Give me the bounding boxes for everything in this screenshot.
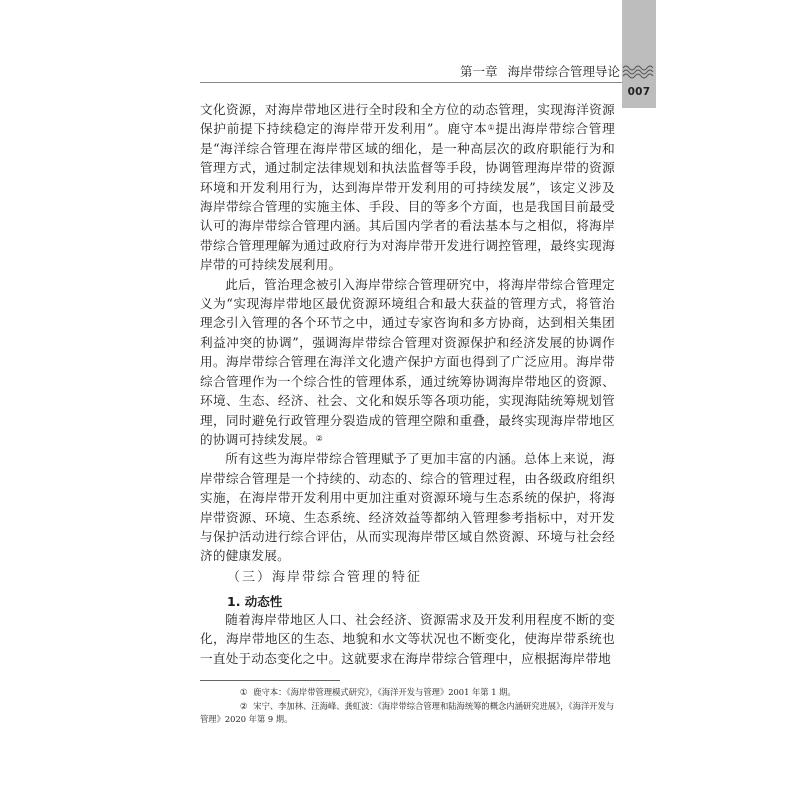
footnote-2 (200, 700, 615, 727)
paragraph-2 (200, 275, 615, 450)
footnote-mark: ② (239, 700, 248, 711)
section-heading: （三）海岸带综合管理的特征 (227, 570, 423, 585)
footnote-ref-1[interactable]: ① (487, 123, 496, 133)
footnote-text: 宋宁、李加林、汪海峰、龚虹波：《海岸带综合管理和陆海统筹的概念内涵研究进展》，《海洋开发与管理》2020 年第 9 期。 (200, 700, 615, 724)
footnote-text: 鹿守本：《海岸带管理模式研究》，《海洋开发与管理》2001 年第 1 期。 (253, 687, 516, 697)
footnote-ref-2[interactable]: ② (315, 433, 324, 443)
paragraph-4: 随着海岸带地区人口、社会经济、资源需求及开发利用程度不断的变化，海岸带地区的生态、地貌和水文等状况也不断变化，使海岸带系统也一直处于动态变化之中。这就要求在海岸带综合管理中，应根据海岸带地 (200, 612, 615, 666)
page-number: 007 (627, 86, 651, 98)
body-text (200, 100, 615, 566)
body-text-continued (200, 610, 615, 668)
chapter-title: 海岸带综合管理导论 (507, 64, 620, 79)
footnotes (200, 686, 615, 727)
paragraph-1 (200, 100, 615, 275)
footnote-1 (200, 686, 615, 700)
paragraph-1-text-a: 文化资源，对海岸带地区进行全时段和全方位的动态管理，实现海洋资源保护前提下持续稳定的海岸带开发利用”。鹿守本 (200, 102, 615, 137)
paragraph-1-text-b: 提出海岸带综合管理是“海洋综合管理在海岸带区域的细化，是一种高层次的政府职能行为和管理方式，通过制定法律规划和执法监督等手段，协调管理海岸带的资源环境和开发利用行为，达到海岸带开发利用的可持续发展”，该定义涉及海岸带综合管理的实施主体、手段、目的等多个方面，也是我国目前最受认可的海岸带综合管理内涵。其后国内学者的看法基本与之相似，将海岸带综合管理理解为通过政府行为对海岸带开发进行调控管理，最终实现海岸带的可持续发展利用。 (200, 121, 616, 273)
footnote-mark: ① (239, 687, 248, 697)
paragraph-3-text: 所有这些为海岸带综合管理赋予了更加丰富的内涵。总体上来说，海岸带综合管理是一个持续的、动态的、综合的管理过程，由各级政府组织实施，在海岸带开发利用中更加注重对资源环境与生态系统的保护，将海岸带资源、环境、生态系统、经济效益等都纳入管理参考指标中，对开发与保护活动进行综合评估，从而实现海岸带区域自然资源、环境与社会经济的健康发展。 (200, 451, 615, 564)
header-divider (200, 82, 622, 83)
paragraph-2-text: 此后，管治理念被引入海岸带综合管理研究中，将海岸带综合管理定义为“实现海岸带地区最优资源环境组合和最大获益的管理方式，将管治理念引入管理的各个环节之中，通过专家咨询和多方协商，达到相关集团利益冲突的协调”，强调海岸带综合管理对资源保护和经济发展的协调作用。海岸带综合管理在海洋文化遗产保护方面也得到了广泛应用。海岸带综合管理作为一个综合性的管理体系，通过统筹协调海岸带地区的资源、环境、生态、经济、社会、文化和娱乐等各项功能，实现海陆统筹规划管理，同时避免行政管理分裂造成的管理空隙和重叠，最终实现海岸带地区的协调可持续发展。 (200, 276, 615, 447)
wave-ornament-icon (622, 62, 656, 80)
footnote-divider (200, 680, 340, 681)
paragraph-3 (200, 449, 615, 565)
running-head (440, 62, 620, 80)
subheading: 1. 动态性 (227, 594, 283, 609)
chapter-number: 第一章 (459, 64, 498, 79)
